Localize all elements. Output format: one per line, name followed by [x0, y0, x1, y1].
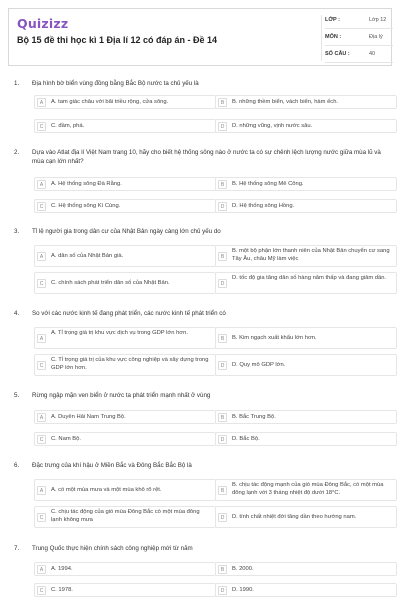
option-text: B. Kim ngạch xuất khẩu lớn hơn. — [232, 335, 317, 341]
question-6 — [14, 462, 390, 534]
option-letter: B — [218, 413, 227, 422]
option-text: A. Hệ thống sông Đà Rằng. — [51, 181, 122, 187]
option-text: D. tốc độ gia tăng dân số hàng năm thấp và đang giảm dần. — [232, 275, 387, 281]
option-text: C. chịu tác động của gió mùa Đông Bắc có một mùa đông lạnh không mưa — [51, 509, 200, 523]
option-text: C. chính sách phát triển dân số của Nhật Bản. — [51, 280, 170, 286]
meta-value: Lớp 12 — [369, 17, 387, 23]
option-b[interactable] — [215, 177, 397, 191]
option-letter: A — [37, 413, 46, 422]
option-letter: B — [218, 565, 227, 574]
option-letter: B — [218, 486, 227, 495]
option-a[interactable] — [34, 327, 216, 349]
question-text: Tỉ lệ người gia trong dân cư của Nhật Bản ngày càng lớn chủ yếu do — [32, 228, 221, 235]
question-text: Rừng ngập mặn ven biển ở nước ta phát triển mạnh nhất ở vùng — [32, 392, 211, 399]
option-letter: C — [37, 361, 46, 370]
option-letter: B — [218, 252, 227, 261]
option-text: A. có một mùa mưa và một mùa khô rõ rệt. — [51, 487, 162, 493]
option-text: D. những vũng, vịnh nước sâu. — [232, 123, 313, 129]
meta-subject — [325, 29, 393, 46]
option-letter: A — [37, 180, 46, 189]
meta-divider — [321, 15, 322, 61]
option-letter: D — [218, 279, 227, 288]
question-number: 4. — [14, 310, 20, 317]
option-text: C. đầm, phá. — [51, 123, 85, 129]
option-text: D. Hệ thống sông Hồng. — [232, 203, 295, 209]
option-c[interactable] — [34, 432, 216, 446]
question-number: 3. — [14, 228, 20, 235]
question-number: 6. — [14, 462, 20, 469]
meta-value: 40 — [369, 51, 376, 57]
option-d[interactable] — [215, 119, 397, 133]
question-1 — [14, 80, 390, 136]
question-text: Trung Quốc thực hiện chính sách công nghiệp mới từ năm — [32, 545, 193, 552]
option-d[interactable] — [215, 199, 397, 213]
option-c[interactable] — [34, 583, 216, 597]
option-a[interactable] — [34, 410, 216, 424]
option-d[interactable] — [215, 354, 397, 376]
option-letter: D — [218, 202, 227, 211]
option-c[interactable] — [34, 272, 216, 294]
worksheet-meta — [325, 9, 393, 67]
option-letter: B — [218, 334, 227, 343]
option-c[interactable] — [34, 119, 216, 133]
question-4 — [14, 310, 390, 382]
option-text: D. 1990. — [232, 587, 254, 593]
option-d[interactable] — [215, 272, 397, 294]
option-b[interactable] — [215, 562, 397, 576]
option-text: A. tam giác châu với bãi triều rộng, cửa sông. — [51, 99, 169, 105]
option-text: C. Hệ thống sông Kì Cùng. — [51, 203, 121, 209]
question-text: Dựa vào Atlat địa lí Việt Nam trang 10, hãy cho biết hệ thống sông nào ở nước ta có sự chênh lệch lượng nước giữa mùa lũ và mùa cạn lớn nhất? — [32, 149, 381, 165]
option-b[interactable] — [215, 410, 397, 424]
option-letter: C — [37, 435, 46, 444]
option-text: B. những thềm biển, vách biển, hàm ếch. — [232, 99, 339, 105]
option-b[interactable] — [215, 479, 397, 501]
option-letter: A — [37, 98, 46, 107]
worksheet-header — [8, 8, 392, 66]
option-letter: C — [37, 513, 46, 522]
option-letter: B — [218, 180, 227, 189]
option-letter: A — [37, 565, 46, 574]
option-a[interactable] — [34, 95, 216, 109]
option-letter: D — [218, 122, 227, 131]
option-a[interactable] — [34, 562, 216, 576]
meta-label: MÔN : — [325, 34, 342, 40]
option-letter: A — [37, 334, 46, 343]
option-text: C. Nam Bộ. — [51, 436, 81, 442]
option-letter: D — [218, 586, 227, 595]
meta-value: Địa lý — [369, 34, 383, 40]
question-text: Địa hình bờ biển vùng đồng bằng Bắc Bộ nước ta chủ yếu là — [32, 80, 199, 87]
option-text: B. một bộ phận lớn thanh niên của Nhật Bản chuyển cư sang Tây Âu, châu Mỹ làm việc — [232, 248, 390, 262]
option-letter: A — [37, 252, 46, 261]
question-text: So với các nước kinh tế đang phát triển, các nước kinh tế phát triển có — [32, 310, 226, 317]
question-3 — [14, 228, 390, 298]
meta-question-count — [325, 46, 393, 63]
option-letter: C — [37, 586, 46, 595]
option-b[interactable] — [215, 95, 397, 109]
option-text: B. 2000. — [232, 566, 254, 572]
option-text: A. 1994. — [51, 566, 73, 572]
meta-label: SỐ CÂU : — [325, 51, 350, 57]
option-text: C. 1978. — [51, 587, 73, 593]
option-text: A. Duyên Hải Nam Trung Bộ. — [51, 414, 126, 420]
option-letter: B — [218, 98, 227, 107]
option-text: A. dân số của Nhật Bản già. — [51, 253, 124, 259]
option-letter: C — [37, 202, 46, 211]
option-letter: D — [218, 435, 227, 444]
option-text: D. Quy mô GDP lớn. — [232, 362, 286, 368]
option-b[interactable] — [215, 245, 397, 267]
option-letter: C — [37, 279, 46, 288]
question-7 — [14, 545, 390, 599]
option-b[interactable] — [215, 327, 397, 349]
option-text: C. Tỉ trọng giá trị của khu vực công nghiệp và xây dựng trong GDP lớn hơn. — [51, 357, 209, 371]
option-a[interactable] — [34, 479, 216, 501]
option-text: B. Hệ thống sông Mê Công. — [232, 181, 304, 187]
meta-grade — [325, 12, 393, 29]
question-number: 5. — [14, 392, 20, 399]
option-letter: D — [218, 513, 227, 522]
option-a[interactable] — [34, 177, 216, 191]
option-letter: C — [37, 122, 46, 131]
option-text: B. chịu tác động mạnh của gió mùa Đông Bắc, có một mùa đông lạnh với 3 tháng nhiệt độ dưới 18°C. — [232, 482, 384, 496]
option-d[interactable] — [215, 506, 397, 528]
question-2 — [14, 149, 390, 215]
page-title: Bộ 15 đề thi học kì 1 Địa lí 12 có đáp án - Đề 14 — [17, 35, 218, 45]
option-d[interactable] — [215, 432, 397, 446]
option-d[interactable] — [215, 583, 397, 597]
question-number: 1. — [14, 80, 20, 87]
option-letter: A — [37, 486, 46, 495]
option-text: A. Tỉ trọng giá trị khu vực dịch vụ trong GDP lớn hơn. — [51, 330, 188, 336]
option-text: D. tính chất nhiệt đới tăng dần theo hướng nam. — [232, 514, 357, 520]
option-c[interactable] — [34, 354, 216, 376]
quizizz-logo: Quizizz — [17, 16, 69, 31]
option-text: B. Bắc Trung Bộ. — [232, 414, 276, 420]
option-c[interactable] — [34, 506, 216, 528]
option-letter: D — [218, 361, 227, 370]
question-number: 2. — [14, 149, 20, 156]
question-text: Đặc trưng của khí hậu ở Miền Bắc và Đông Bắc Bắc Bộ là — [32, 462, 192, 469]
meta-label: LỚP : — [325, 17, 340, 23]
question-number: 7. — [14, 545, 20, 552]
question-5 — [14, 392, 390, 450]
option-a[interactable] — [34, 245, 216, 267]
option-text: D. Bắc Bộ. — [232, 436, 260, 442]
option-c[interactable] — [34, 199, 216, 213]
